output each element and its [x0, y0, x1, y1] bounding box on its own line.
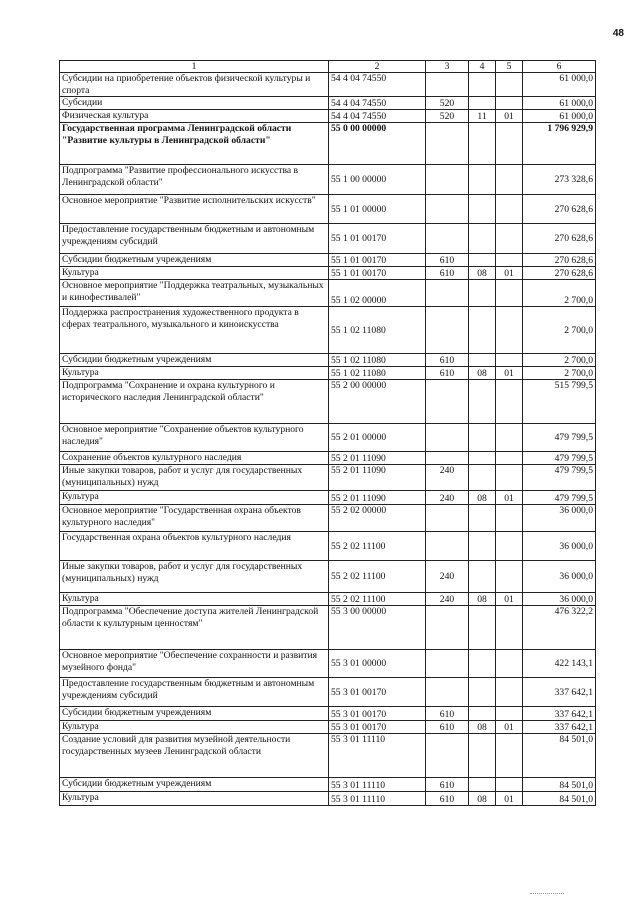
row-code-cell: 55 1 01 00170 — [329, 267, 426, 280]
table-row — [60, 650, 596, 678]
row-code-cell: 55 2 01 11090 — [329, 465, 426, 491]
row-amount-cell: 476 322,2 — [523, 606, 596, 650]
table-row — [60, 721, 596, 734]
row-name-cell: Основное мероприятие "Государственная охрана объектов культурного наследия" — [60, 505, 329, 532]
row-col3-cell — [426, 195, 469, 224]
row-name-cell: Основное мероприятие "Сохранение объектов культурного наследия" — [60, 424, 329, 452]
row-amount-cell: 61 000,0 — [523, 97, 596, 110]
row-col4-cell — [469, 465, 496, 491]
row-name-cell: Подпрограмма "Сохранение и охрана культурного и исторического наследия Ленинградской области" — [60, 380, 329, 424]
row-name-cell: Подпрограмма "Обеспечение доступа жителей Ленинградской области к культурным ценностям" — [60, 606, 329, 650]
row-code-cell: 55 3 01 00170 — [329, 721, 426, 734]
row-col4-cell: 08 — [469, 367, 496, 380]
row-col3-cell — [426, 678, 469, 707]
row-amount-cell: 479 799,5 — [523, 424, 596, 452]
row-col5-cell — [496, 505, 523, 532]
row-col5-cell — [496, 707, 523, 721]
row-col5-cell — [496, 224, 523, 254]
budget-table — [59, 60, 596, 806]
row-col5-cell — [496, 307, 523, 354]
row-code-cell: 55 2 01 11090 — [329, 452, 426, 465]
row-code-cell: 55 3 01 00170 — [329, 678, 426, 707]
row-amount-cell: 270 628,6 — [523, 224, 596, 254]
row-col5-cell — [496, 354, 523, 367]
table-row — [60, 707, 596, 721]
row-amount-cell: 2 700,0 — [523, 367, 596, 380]
table-row — [60, 195, 596, 224]
row-col5-cell — [496, 380, 523, 424]
row-col5-cell — [496, 734, 523, 778]
row-col5-cell — [496, 452, 523, 465]
row-col3-cell: 240 — [426, 593, 469, 606]
page-number: 48 — [612, 28, 624, 39]
row-name-cell: Культура — [60, 491, 329, 505]
row-col4-cell: 11 — [469, 110, 496, 123]
row-col4-cell — [469, 734, 496, 778]
row-col4-cell — [469, 97, 496, 110]
table-row — [60, 73, 596, 97]
row-name-cell: Поддержка распространения художественного продукта в сферах театрального, музыкального и киноискусства — [60, 307, 329, 354]
row-name-cell: Культура — [60, 721, 329, 734]
row-col5-cell — [496, 678, 523, 707]
table-row — [60, 532, 596, 561]
row-code-cell: 55 1 02 00000 — [329, 280, 426, 307]
table-row — [60, 606, 596, 650]
row-col4-cell — [469, 165, 496, 195]
row-col4-cell: 08 — [469, 267, 496, 280]
row-col4-cell — [469, 224, 496, 254]
row-col3-cell — [426, 123, 469, 165]
row-code-cell: 55 1 01 00000 — [329, 195, 426, 224]
row-amount-cell: 84 501,0 — [523, 734, 596, 778]
row-col4-cell — [469, 354, 496, 367]
row-col3-cell: 520 — [426, 110, 469, 123]
row-col3-cell: 610 — [426, 707, 469, 721]
row-amount-cell: 61 000,0 — [523, 110, 596, 123]
row-col4-cell — [469, 424, 496, 452]
table-row — [60, 380, 596, 424]
row-col3-cell — [426, 307, 469, 354]
row-amount-cell: 270 628,6 — [523, 267, 596, 280]
row-name-cell: Культура — [60, 792, 329, 806]
row-col4-cell — [469, 650, 496, 678]
row-amount-cell: 2 700,0 — [523, 354, 596, 367]
table-row — [60, 778, 596, 792]
table-row — [60, 307, 596, 354]
row-code-cell: 55 3 00 00000 — [329, 606, 426, 650]
row-name-cell: Иные закупки товаров, работ и услуг для государственных (муниципальных) нужд — [60, 561, 329, 593]
row-col4-cell: 08 — [469, 792, 496, 806]
row-code-cell: 55 1 02 11080 — [329, 307, 426, 354]
row-col4-cell: 08 — [469, 491, 496, 505]
row-code-cell: 54 4 04 74550 — [329, 110, 426, 123]
row-code-cell: 55 1 02 11080 — [329, 354, 426, 367]
row-col5-cell — [496, 650, 523, 678]
row-col5-cell — [496, 532, 523, 561]
row-col3-cell — [426, 280, 469, 307]
row-amount-cell: 61 000,0 — [523, 73, 596, 97]
row-amount-cell: 84 501,0 — [523, 778, 596, 792]
row-name-cell: Культура — [60, 267, 329, 280]
row-amount-cell: 1 796 929,9 — [523, 123, 596, 165]
row-col3-cell: 520 — [426, 97, 469, 110]
row-code-cell: 55 1 00 00000 — [329, 165, 426, 195]
row-col3-cell: 240 — [426, 465, 469, 491]
row-col4-cell — [469, 561, 496, 593]
row-col3-cell — [426, 224, 469, 254]
column-header-2: 2 — [329, 61, 426, 73]
table-row — [60, 593, 596, 606]
row-amount-cell: 270 628,6 — [523, 254, 596, 267]
row-col3-cell: 610 — [426, 354, 469, 367]
row-col4-cell — [469, 505, 496, 532]
table-row — [60, 734, 596, 778]
row-code-cell: 54 4 04 74550 — [329, 73, 426, 97]
scan-mark — [530, 893, 564, 896]
row-col3-cell — [426, 532, 469, 561]
row-amount-cell: 479 799,5 — [523, 452, 596, 465]
row-name-cell: Предоставление государственным бюджетным и автономным учреждениям субсидий — [60, 678, 329, 707]
row-amount-cell: 479 799,5 — [523, 491, 596, 505]
table-row — [60, 424, 596, 452]
row-code-cell: 55 3 01 11110 — [329, 734, 426, 778]
column-header-6: 6 — [523, 61, 596, 73]
row-col5-cell — [496, 254, 523, 267]
row-col3-cell — [426, 165, 469, 195]
row-col5-cell — [496, 165, 523, 195]
row-name-cell: Государственная охрана объектов культурного наследия — [60, 532, 329, 561]
row-col3-cell — [426, 452, 469, 465]
row-name-cell: Сохранение объектов культурного наследия — [60, 452, 329, 465]
row-code-cell: 55 0 00 00000 — [329, 123, 426, 165]
row-col5-cell: 01 — [496, 267, 523, 280]
row-amount-cell: 270 628,6 — [523, 195, 596, 224]
row-col4-cell — [469, 678, 496, 707]
table-body — [60, 73, 596, 806]
row-col5-cell: 01 — [496, 367, 523, 380]
row-col4-cell: 08 — [469, 593, 496, 606]
row-col3-cell: 610 — [426, 778, 469, 792]
row-col4-cell — [469, 280, 496, 307]
table-row — [60, 165, 596, 195]
row-name-cell: Основное мероприятие "Поддержка театральных, музыкальных и кинофестивалей" — [60, 280, 329, 307]
row-amount-cell: 2 700,0 — [523, 280, 596, 307]
row-code-cell: 55 1 01 00170 — [329, 224, 426, 254]
table-row — [60, 792, 596, 806]
row-name-cell: Культура — [60, 593, 329, 606]
table-row — [60, 267, 596, 280]
table-row — [60, 224, 596, 254]
row-col5-cell: 01 — [496, 491, 523, 505]
table-row — [60, 561, 596, 593]
row-name-cell: Физическая культура — [60, 110, 329, 123]
row-code-cell: 55 3 01 11110 — [329, 778, 426, 792]
row-name-cell: Субсидии бюджетным учреждениям — [60, 354, 329, 367]
row-amount-cell: 2 700,0 — [523, 307, 596, 354]
row-col3-cell — [426, 73, 469, 97]
row-col3-cell — [426, 505, 469, 532]
column-header-3: 3 — [426, 61, 469, 73]
row-col4-cell — [469, 380, 496, 424]
row-name-cell: Иные закупки товаров, работ и услуг для государственных (муниципальных) нужд — [60, 465, 329, 491]
row-code-cell: 54 4 04 74550 — [329, 97, 426, 110]
row-col4-cell — [469, 195, 496, 224]
table-row — [60, 505, 596, 532]
table-header-row — [60, 61, 596, 73]
row-amount-cell: 337 642,1 — [523, 678, 596, 707]
row-name-cell: Субсидии бюджетным учреждениям — [60, 254, 329, 267]
table-row — [60, 491, 596, 505]
row-col5-cell — [496, 123, 523, 165]
row-col3-cell: 610 — [426, 267, 469, 280]
row-col5-cell — [496, 195, 523, 224]
row-name-cell: Государственная программа Ленинградской области "Развитие культуры в Ленинградской области" — [60, 123, 329, 165]
row-col4-cell — [469, 452, 496, 465]
row-code-cell: 55 2 02 11100 — [329, 593, 426, 606]
row-name-cell: Субсидии бюджетным учреждениям — [60, 707, 329, 721]
table-row — [60, 367, 596, 380]
row-col4-cell — [469, 606, 496, 650]
row-name-cell: Основное мероприятие "Развитие исполнительских искусств" — [60, 195, 329, 224]
row-amount-cell: 479 799,5 — [523, 465, 596, 491]
row-code-cell: 55 3 01 11110 — [329, 792, 426, 806]
row-col5-cell — [496, 465, 523, 491]
row-col4-cell — [469, 73, 496, 97]
row-col3-cell: 240 — [426, 561, 469, 593]
row-amount-cell: 36 000,0 — [523, 532, 596, 561]
row-col3-cell: 610 — [426, 367, 469, 380]
row-col5-cell — [496, 561, 523, 593]
row-col3-cell — [426, 650, 469, 678]
row-code-cell: 55 2 02 00000 — [329, 505, 426, 532]
row-col5-cell — [496, 424, 523, 452]
table-row — [60, 678, 596, 707]
row-code-cell: 55 1 02 11080 — [329, 367, 426, 380]
row-col4-cell — [469, 123, 496, 165]
row-amount-cell: 337 642,1 — [523, 707, 596, 721]
row-col4-cell — [469, 532, 496, 561]
row-amount-cell: 36 000,0 — [523, 561, 596, 593]
table-row — [60, 97, 596, 110]
row-name-cell: Культура — [60, 367, 329, 380]
table-row — [60, 452, 596, 465]
row-code-cell: 55 2 01 11090 — [329, 491, 426, 505]
row-name-cell: Субсидии бюджетным учреждениям — [60, 778, 329, 792]
row-col5-cell — [496, 73, 523, 97]
row-col5-cell: 01 — [496, 110, 523, 123]
row-col3-cell — [426, 734, 469, 778]
table-row — [60, 123, 596, 165]
row-amount-cell: 515 799,5 — [523, 380, 596, 424]
row-col4-cell — [469, 778, 496, 792]
row-col3-cell: 610 — [426, 792, 469, 806]
row-name-cell: Основное мероприятие "Обеспечение сохранности и развития музейного фонда" — [60, 650, 329, 678]
table-row — [60, 354, 596, 367]
row-col3-cell: 240 — [426, 491, 469, 505]
row-col5-cell — [496, 778, 523, 792]
row-code-cell: 55 3 01 00170 — [329, 707, 426, 721]
row-code-cell: 55 2 00 00000 — [329, 380, 426, 424]
row-col5-cell: 01 — [496, 721, 523, 734]
row-name-cell: Предоставление государственным бюджетным и автономным учреждениям субсидий — [60, 224, 329, 254]
row-name-cell: Создание условий для развития музейной деятельности государственных музеев Ленинградской области — [60, 734, 329, 778]
row-col4-cell — [469, 707, 496, 721]
column-header-5: 5 — [496, 61, 523, 73]
row-name-cell: Подпрограмма "Развитие профессионального искусства в Ленинградской области" — [60, 165, 329, 195]
column-header-4: 4 — [469, 61, 496, 73]
row-col5-cell — [496, 606, 523, 650]
row-code-cell: 55 2 01 00000 — [329, 424, 426, 452]
row-code-cell: 55 1 01 00170 — [329, 254, 426, 267]
table-row — [60, 465, 596, 491]
row-col5-cell: 01 — [496, 792, 523, 806]
row-code-cell: 55 2 02 11100 — [329, 561, 426, 593]
row-col4-cell: 08 — [469, 721, 496, 734]
row-amount-cell: 84 501,0 — [523, 792, 596, 806]
row-col5-cell — [496, 280, 523, 307]
row-name-cell: Субсидии на приобретение объектов физической культуры и спорта — [60, 73, 329, 97]
row-code-cell: 55 2 02 11100 — [329, 532, 426, 561]
row-amount-cell: 337 642,1 — [523, 721, 596, 734]
row-col3-cell — [426, 424, 469, 452]
row-col3-cell: 610 — [426, 254, 469, 267]
row-col5-cell: 01 — [496, 593, 523, 606]
row-col5-cell — [496, 97, 523, 110]
table-row — [60, 280, 596, 307]
column-header-1: 1 — [60, 61, 329, 73]
row-amount-cell: 36 000,0 — [523, 505, 596, 532]
row-code-cell: 55 3 01 00000 — [329, 650, 426, 678]
row-name-cell: Субсидии — [60, 97, 329, 110]
row-col4-cell — [469, 307, 496, 354]
table-row — [60, 110, 596, 123]
row-amount-cell: 422 143,1 — [523, 650, 596, 678]
table-row — [60, 254, 596, 267]
row-col4-cell — [469, 254, 496, 267]
row-col3-cell — [426, 380, 469, 424]
row-amount-cell: 36 000,0 — [523, 593, 596, 606]
row-amount-cell: 273 328,6 — [523, 165, 596, 195]
row-col3-cell — [426, 606, 469, 650]
row-col3-cell: 610 — [426, 721, 469, 734]
